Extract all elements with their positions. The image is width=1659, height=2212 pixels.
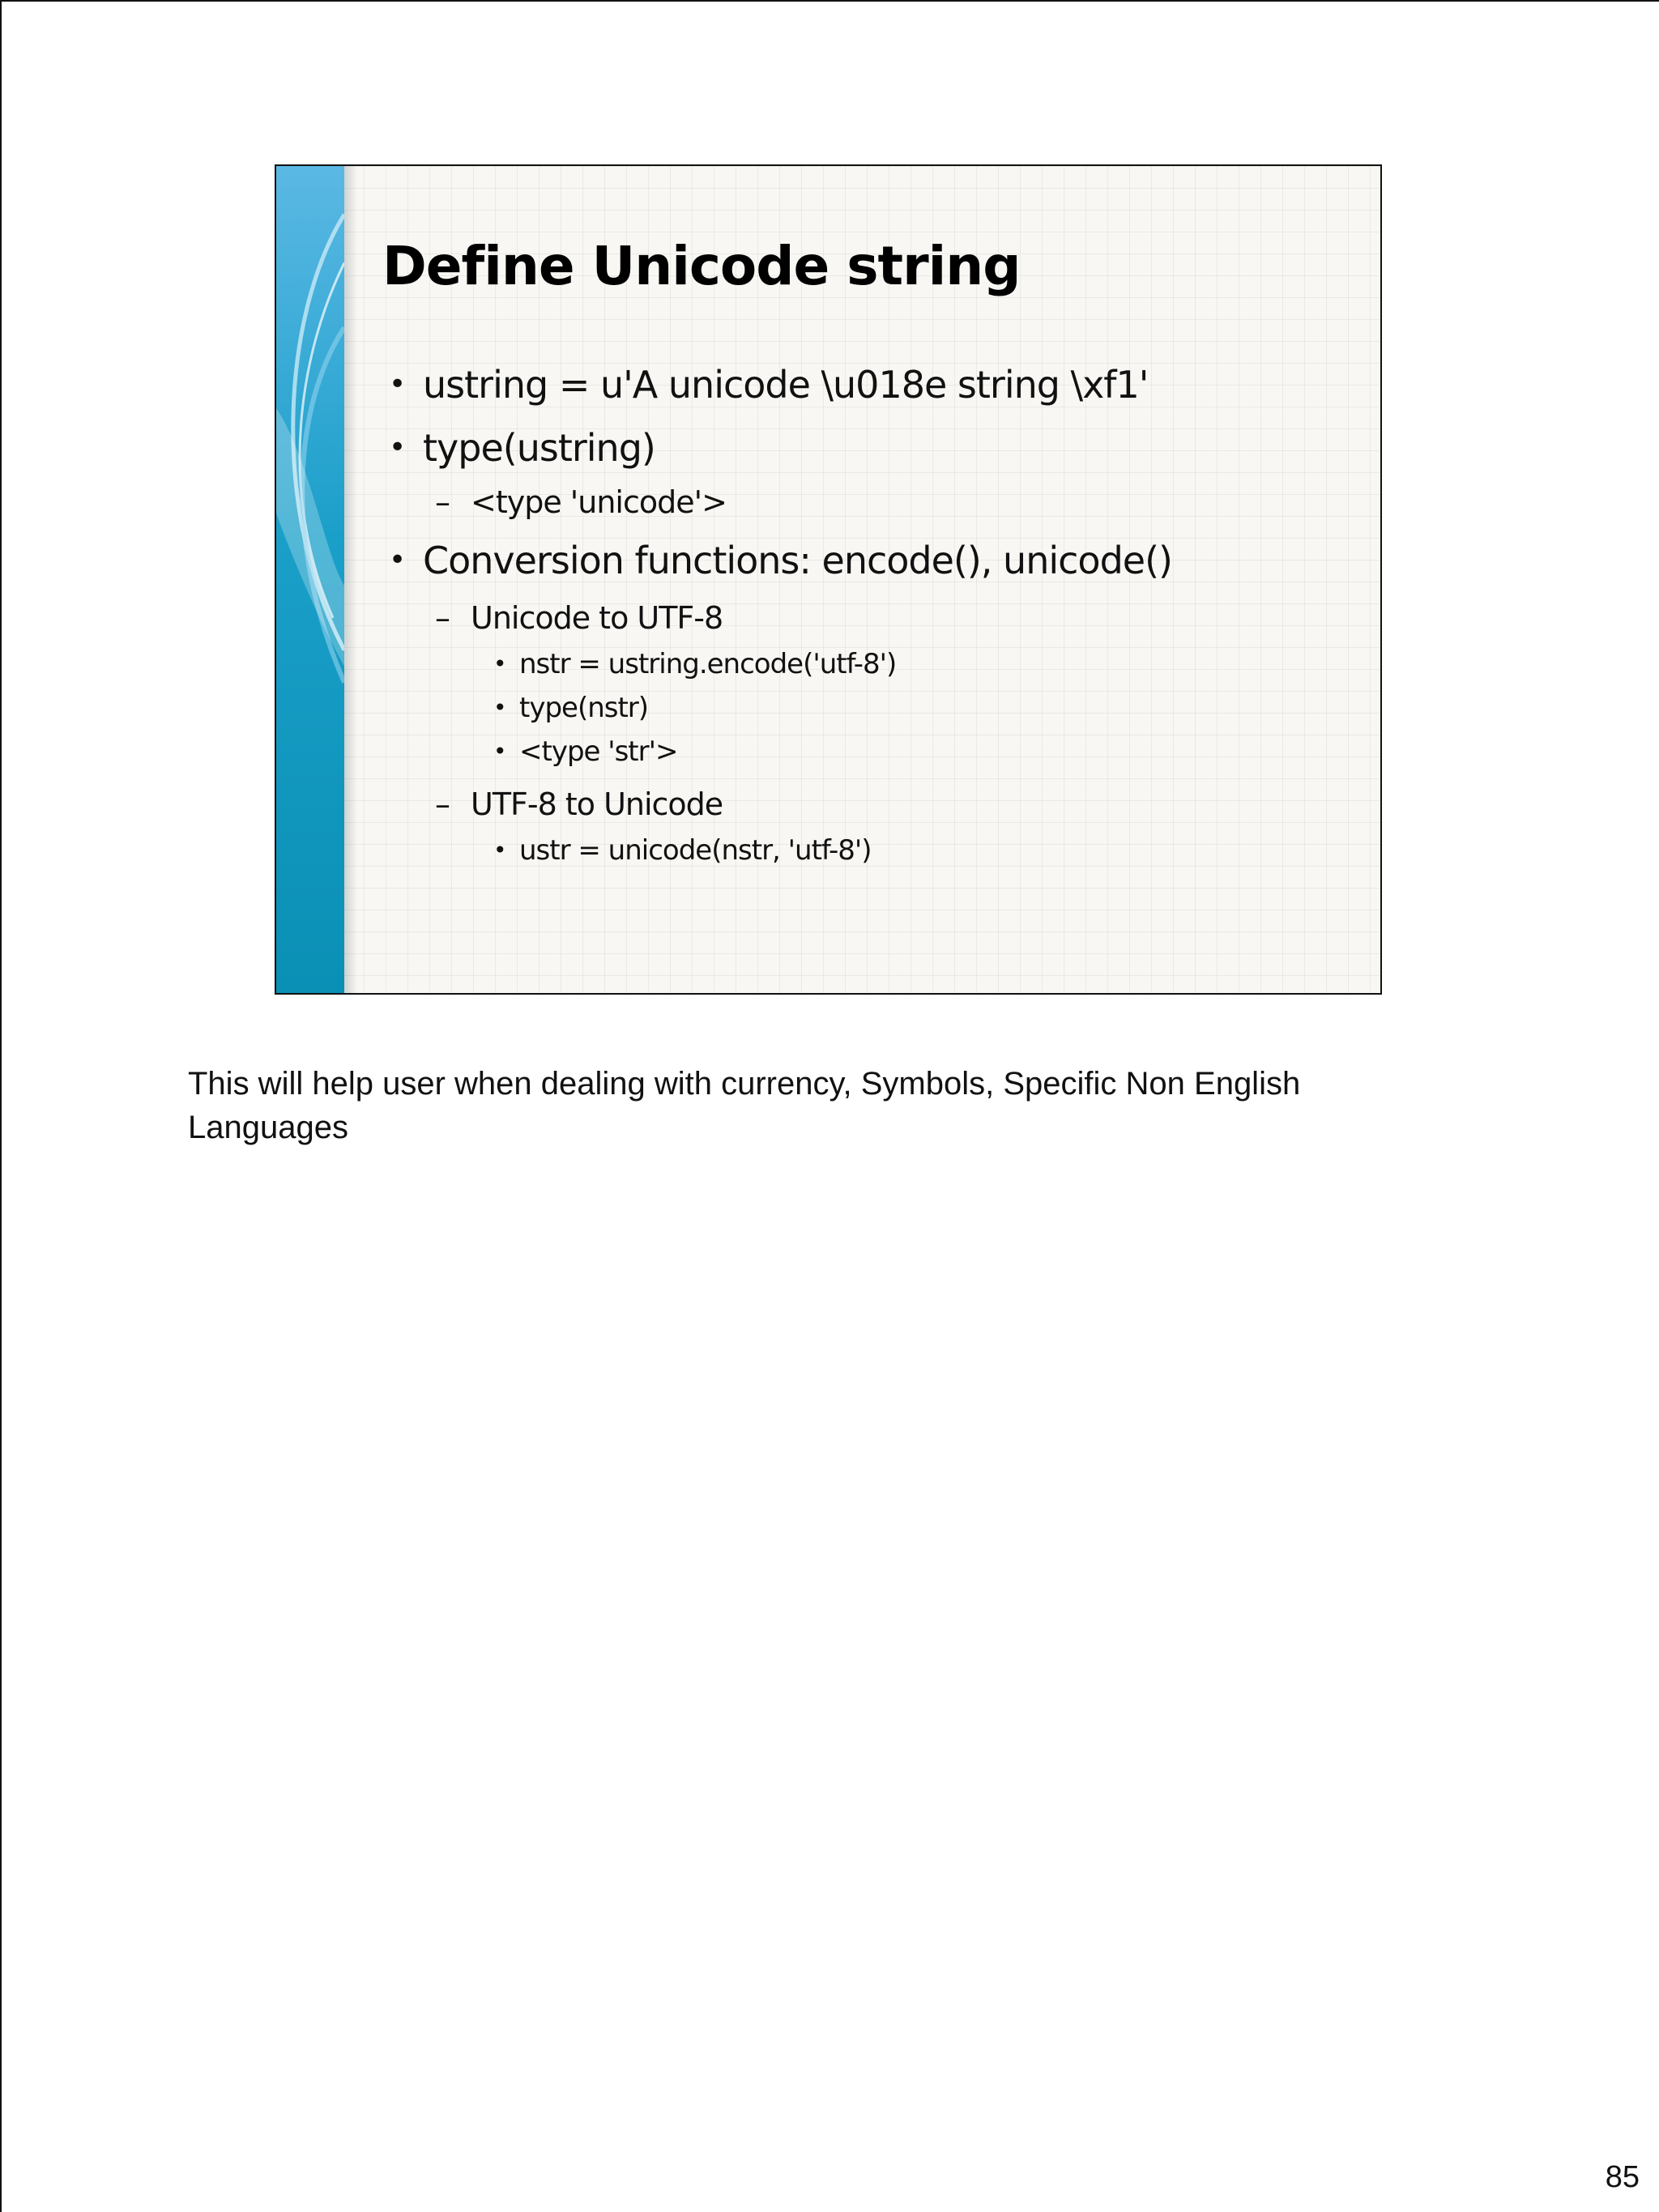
sub-sub-bullet-item xyxy=(493,735,678,768)
bullet-item xyxy=(389,426,655,470)
page-number: 85 xyxy=(1605,2160,1640,2194)
bullet-marker: – xyxy=(435,786,450,822)
bullet-marker: • xyxy=(493,694,506,721)
bullet-marker: – xyxy=(435,600,450,636)
sub-bullet-item xyxy=(435,600,723,636)
bullet-text: Unicode to UTF-8 xyxy=(471,600,723,636)
sub-sub-bullet-item xyxy=(493,834,872,867)
bullet-text: Conversion functions: encode(), unicode() xyxy=(423,539,1172,582)
bullet-marker: • xyxy=(389,368,406,401)
bullet-item xyxy=(389,539,1172,582)
bullet-marker: • xyxy=(389,543,406,577)
bullet-marker: • xyxy=(493,837,506,863)
bullet-text: type(ustring) xyxy=(423,426,655,470)
bullet-marker: – xyxy=(435,484,450,520)
bullet-text: nstr = ustring.encode('utf-8') xyxy=(519,648,897,680)
bullet-marker: • xyxy=(493,650,506,677)
bullet-text: UTF-8 to Unicode xyxy=(471,786,723,822)
slide-title: Define Unicode string xyxy=(382,235,1021,297)
bullet-marker: • xyxy=(493,738,506,765)
sub-sub-bullet-item xyxy=(493,692,649,724)
bullet-text: ustring = u'A unicode \u018e string \xf1' xyxy=(423,363,1149,407)
bullet-marker: • xyxy=(389,431,406,464)
bullet-item xyxy=(389,363,1149,407)
speaker-notes: This will help user when dealing with currency, Symbols, Specific Non English Languages xyxy=(188,1066,1301,1145)
bullet-text: ustr = unicode(nstr, 'utf-8') xyxy=(519,834,872,867)
sub-bullet-item xyxy=(435,484,727,520)
bullet-text: <type 'unicode'> xyxy=(471,484,727,520)
slide-thumbnail xyxy=(275,164,1382,995)
sub-bullet-item xyxy=(435,786,723,822)
bullet-text: type(nstr) xyxy=(519,692,649,724)
sub-sub-bullet-item xyxy=(493,648,897,680)
slide-bullet-list xyxy=(276,166,1380,993)
bullet-text: <type 'str'> xyxy=(519,735,678,768)
